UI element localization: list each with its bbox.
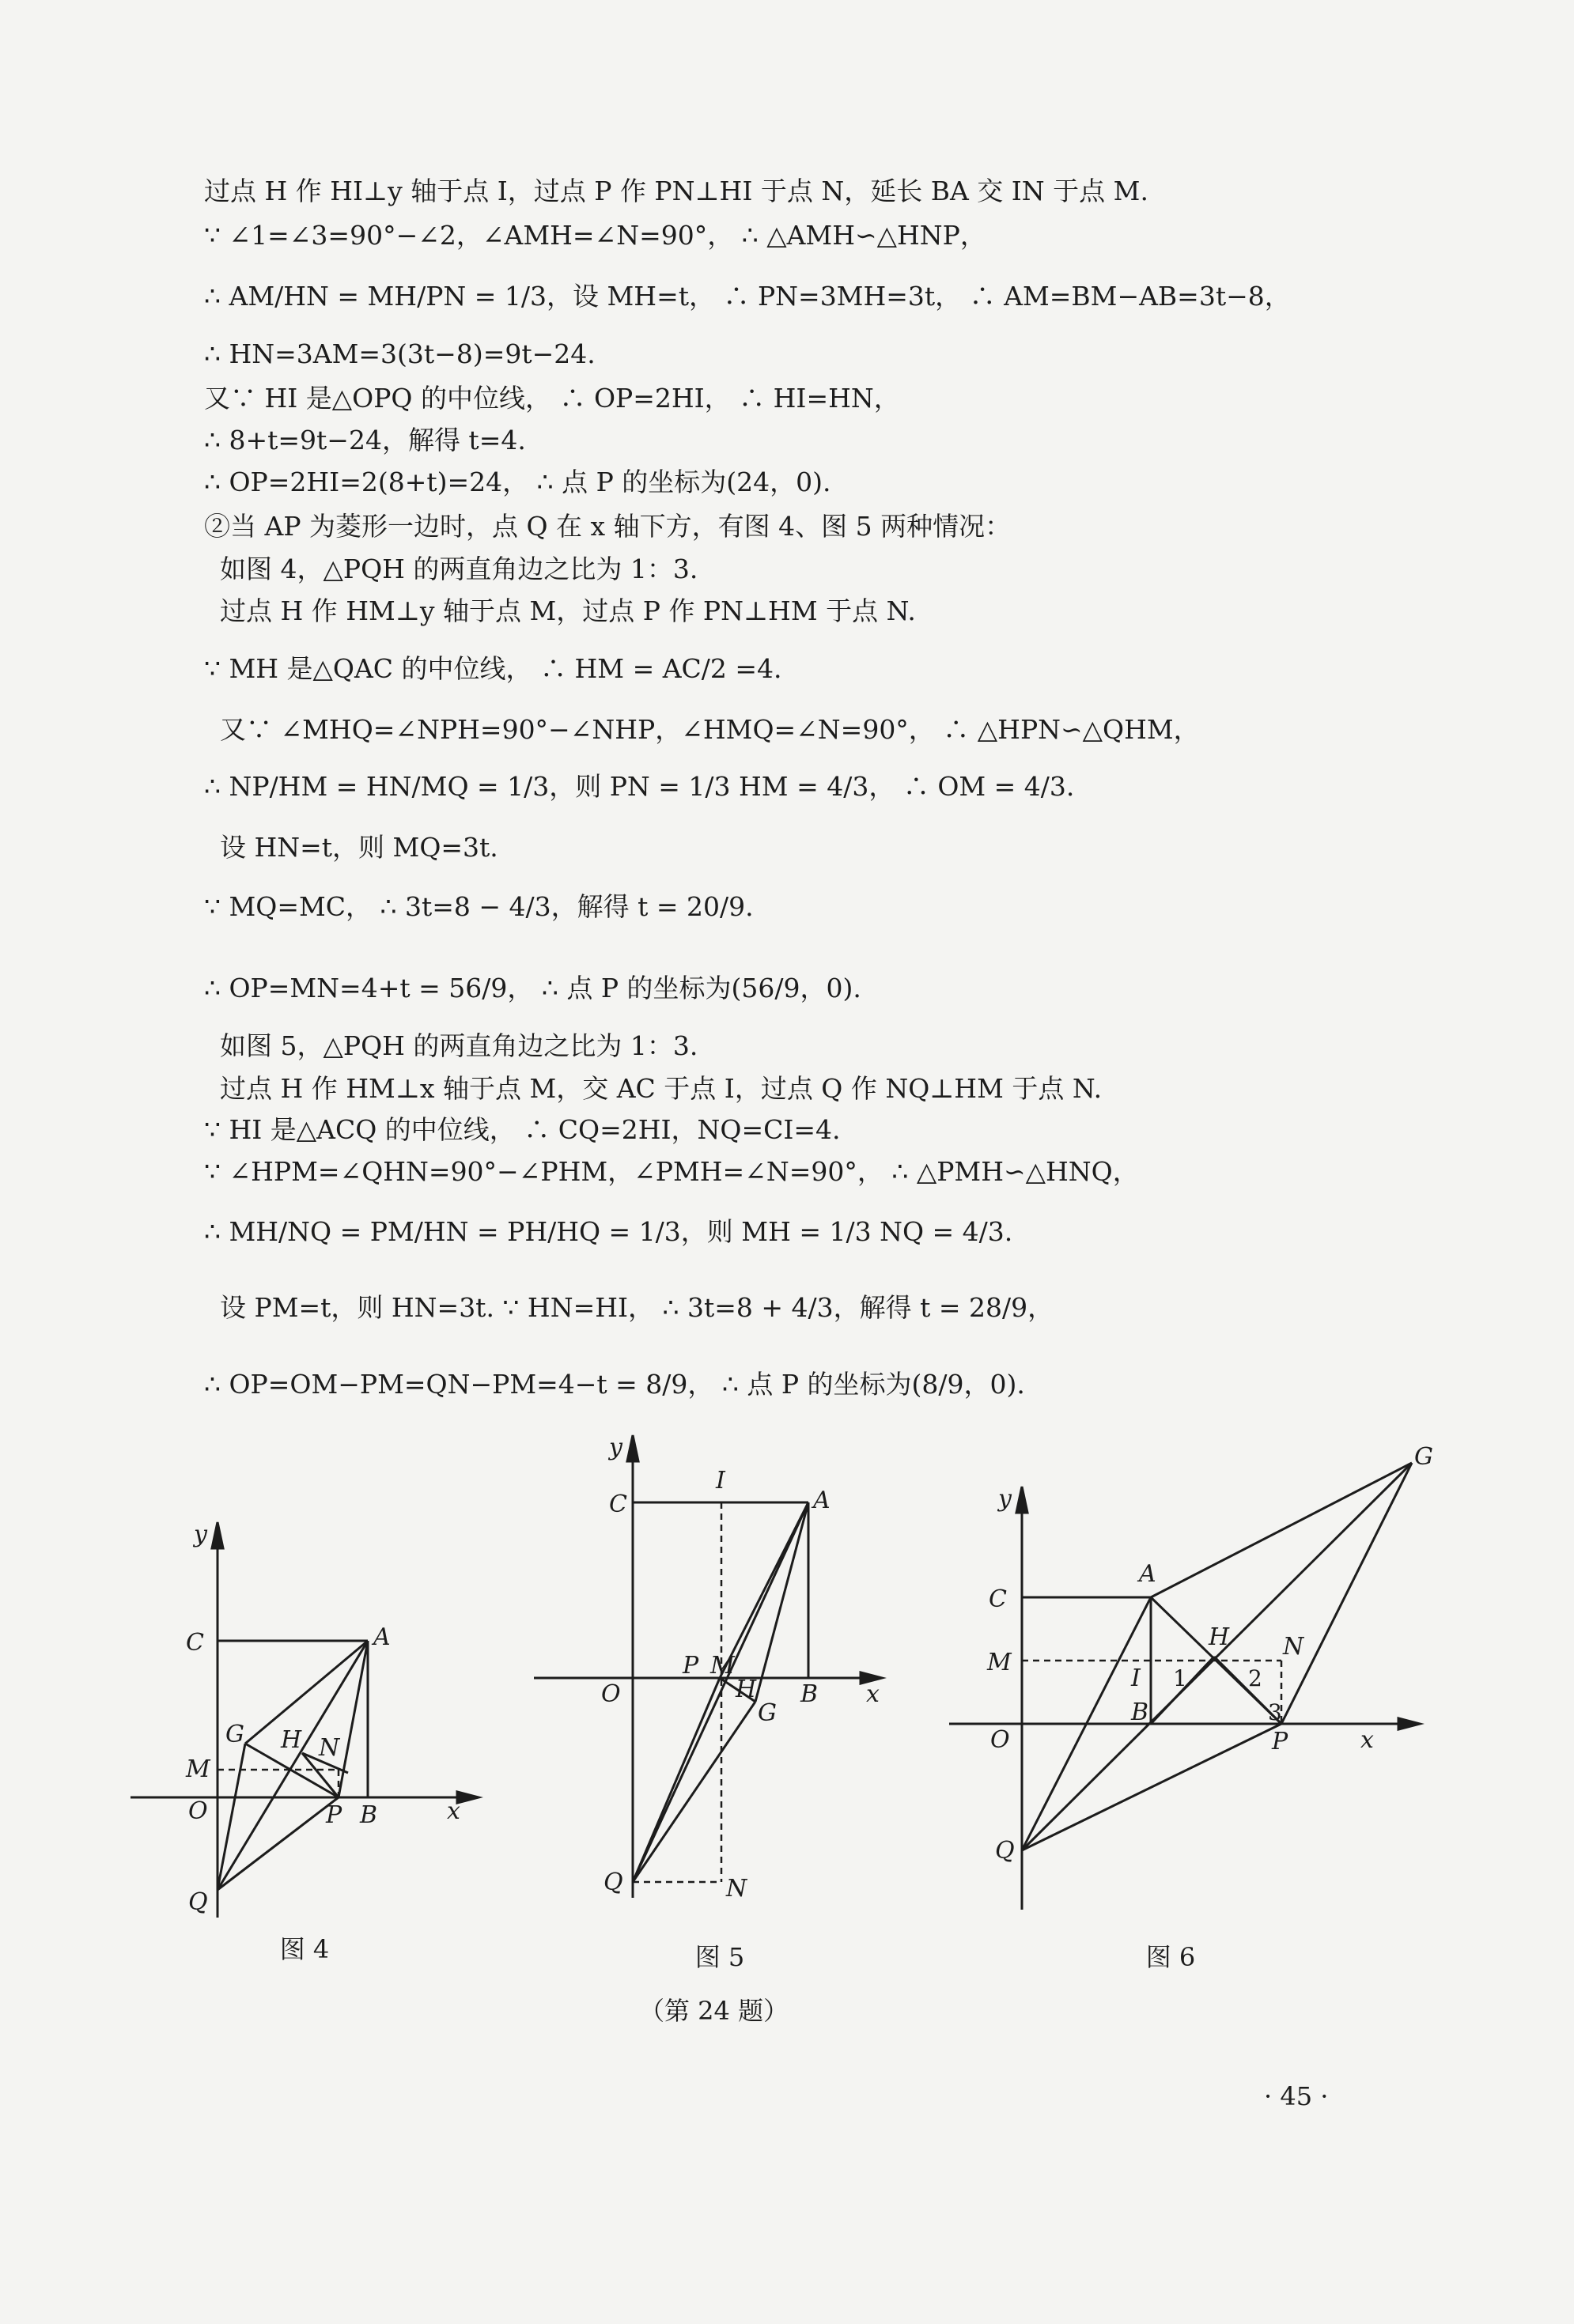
figure-5	[522, 1423, 902, 1972]
label-y: y	[998, 1485, 1012, 1513]
label-O: O	[188, 1797, 208, 1825]
text-line: ∴ HN=3AM=3(3t−8)=9t−24.	[204, 338, 596, 369]
text-line: ∴ 8+t=9t−24，解得 t=4.	[204, 425, 526, 455]
label-H: H	[1209, 1623, 1230, 1651]
label-Q: Q	[995, 1837, 1015, 1865]
label-P: P	[683, 1652, 699, 1680]
figure-4-diagram	[119, 1518, 490, 1929]
figure-4	[119, 1518, 490, 1964]
label-P: P	[326, 1801, 342, 1829]
text-line: ∴ AM/HN = MH/PN = 1/3，设 MH=t， ∴ PN=3MH=3t， ∴ AM=BM−AB=3t−8，	[204, 281, 1291, 312]
label-M: M	[987, 1649, 1012, 1676]
figure-6-diagram	[941, 1431, 1455, 1922]
label-y: y	[194, 1521, 207, 1548]
figure-6-caption: 图 6	[1145, 1942, 1196, 1972]
label-G: G	[225, 1721, 244, 1748]
label-B: B	[800, 1680, 819, 1708]
text-line: ∵ MQ=MC， ∴ 3t=8 − 4/3，解得 t = 20/9.	[204, 891, 754, 922]
text-line: 设 HN=t，则 MQ=3t.	[220, 832, 498, 863]
text-line: 设 PM=t，则 HN=3t. ∵ HN=HI， ∴ 3t=8 + 4/3，解得 t = 28/9，	[220, 1292, 1054, 1323]
label-x: x	[866, 1680, 880, 1708]
label-B: B	[1131, 1699, 1149, 1726]
figure-5-caption: 图 5	[694, 1942, 745, 1972]
label-N: N	[319, 1734, 340, 1762]
text-line: ∵ ∠HPM=∠QHN=90°−∠PHM，∠PMH=∠N=90°， ∴ △PMH∽△HNQ，	[204, 1156, 1139, 1187]
figure-5-diagram	[522, 1423, 902, 1922]
label-O: O	[601, 1680, 621, 1708]
text-line: ②当 AP 为菱形一边时，点 Q 在 x 轴下方，有图 4、图 5 两种情况：	[204, 511, 1012, 542]
page-number: · 45 ·	[1264, 2081, 1329, 2111]
label-H: H	[281, 1726, 302, 1754]
text-line: ∴ OP=2HI=2(8+t)=24， ∴ 点 P 的坐标为(24，0).	[204, 467, 831, 497]
question-caption: （第 24 题）	[639, 1996, 789, 2026]
label-M: M	[710, 1652, 735, 1680]
label-I: I	[716, 1467, 725, 1495]
label-O: O	[990, 1726, 1010, 1754]
label-Q: Q	[188, 1888, 208, 1916]
label-N: N	[1283, 1633, 1304, 1661]
label-P: P	[1272, 1728, 1288, 1755]
text-line: ∵ HI 是△ACQ 的中位线， ∴ CQ=2HI，NQ=CI=4.	[204, 1114, 841, 1145]
label-C: C	[989, 1585, 1007, 1613]
text-line: 又∵ HI 是△OPQ 的中位线， ∴ OP=2HI， ∴ HI=HN，	[204, 383, 900, 414]
label-A: A	[813, 1487, 831, 1514]
label-2: 2	[1248, 1665, 1262, 1691]
text-line: ∴ OP=OM−PM=QN−PM=4−t = 8/9， ∴ 点 P 的坐标为(8/9，0).	[204, 1369, 1025, 1400]
label-y: y	[609, 1434, 622, 1461]
figure-6	[941, 1431, 1455, 1972]
text-line: 如图 4，△PQH 的两直角边之比为 1：3.	[220, 554, 698, 584]
label-3: 3	[1268, 1699, 1282, 1725]
label-x: x	[447, 1797, 460, 1825]
text-line: 过点 H 作 HM⊥x 轴于点 M，交 AC 于点 I，过点 Q 作 NQ⊥HM 于点 N.	[220, 1073, 1103, 1104]
label-x: x	[1360, 1726, 1374, 1754]
label-G: G	[1414, 1443, 1433, 1471]
text-line: 又∵ ∠MHQ=∠NPH=90°−∠NHP，∠HMQ=∠N=90°， ∴ △HPN∽△QHM，	[220, 714, 1200, 745]
label-G: G	[758, 1699, 777, 1727]
label-H: H	[736, 1676, 757, 1703]
text-line: ∴ OP=MN=4+t = 56/9， ∴ 点 P 的坐标为(56/9，0).	[204, 973, 861, 1003]
text-line: 过点 H 作 HM⊥y 轴于点 M，过点 P 作 PN⊥HM 于点 N.	[220, 595, 916, 626]
label-N: N	[726, 1875, 747, 1903]
label-B: B	[360, 1801, 378, 1829]
text-line: 过点 H 作 HI⊥y 轴于点 I，过点 P 作 PN⊥HI 于点 N，延长 BA 交 IN 于点 M.	[204, 176, 1148, 206]
label-A: A	[1139, 1560, 1156, 1588]
text-line: ∵ MH 是△QAC 的中位线， ∴ HM = AC/2 =4.	[204, 653, 782, 684]
label-I: I	[1131, 1665, 1141, 1692]
label-1: 1	[1173, 1665, 1187, 1691]
label-C: C	[609, 1491, 627, 1518]
text-line: 如图 5，△PQH 的两直角边之比为 1：3.	[220, 1030, 698, 1061]
text-line: ∴ MH/NQ = PM/HN = PH/HQ = 1/3，则 MH = 1/3 NQ = 4/3.	[204, 1216, 1013, 1247]
text-line: ∵ ∠1=∠3=90°−∠2，∠AMH=∠N=90°， ∴ △AMH∽△HNP，	[204, 220, 986, 251]
label-C: C	[186, 1629, 204, 1657]
label-M: M	[186, 1755, 210, 1783]
label-Q: Q	[603, 1869, 623, 1896]
text-line: ∴ NP/HM = HN/MQ = 1/3，则 PN = 1/3 HM = 4/3， ∴ OM = 4/3.	[204, 771, 1075, 802]
label-A: A	[373, 1623, 391, 1651]
figure-4-caption: 图 4	[279, 1934, 330, 1964]
